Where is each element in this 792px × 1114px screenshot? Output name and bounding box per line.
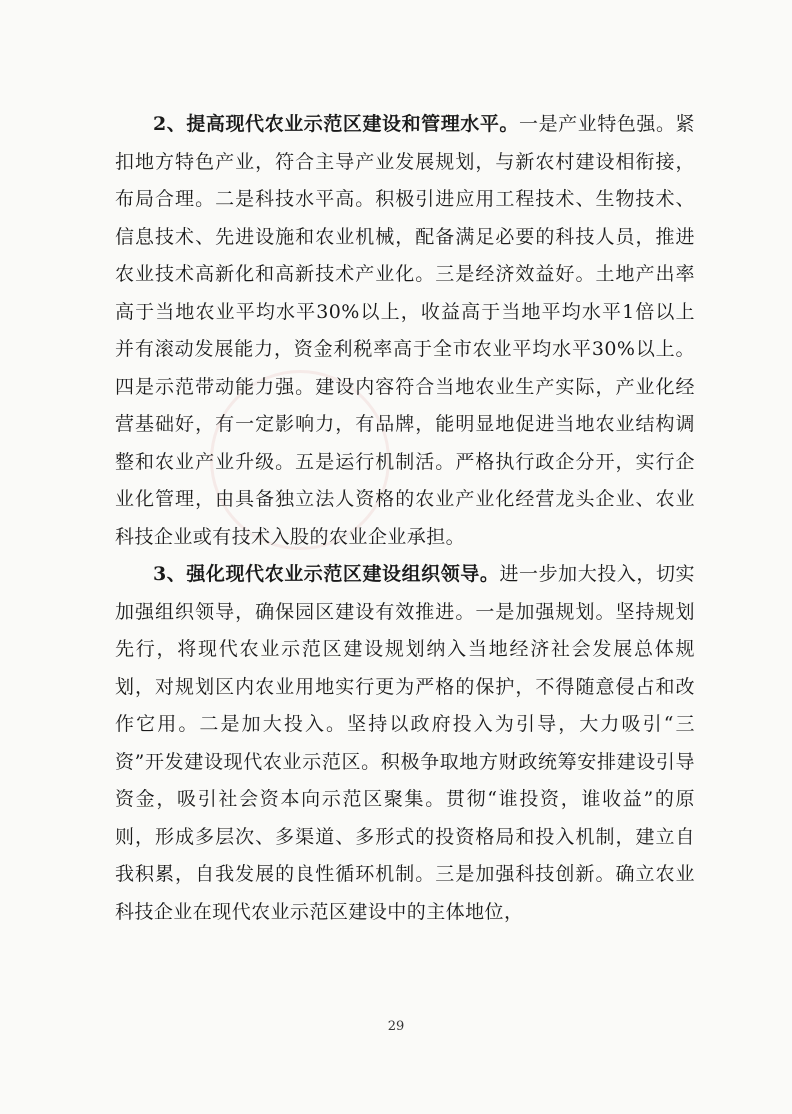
- page-number: 29: [387, 1019, 405, 1034]
- paragraph-3: [115, 556, 695, 931]
- paragraph-2-heading: 2、提高现代农业示范区建设和管理水平。: [153, 113, 519, 135]
- paragraph-3-heading: 3、强化现代农业示范区建设组织领导。: [153, 563, 500, 585]
- paragraph-2-text: 一是产业特色强。紧扣地方特色产业，符合主导产业发展规划，与新农村建设相衔接，布局合理。二是科技水平高。积极引进应用工程技术、生物技术、信息技术、先进设施和农业机械，配备满足必要的科技人员，推进农业技术高新化和高新技术产业化。三是经济效益好。土地产出率高于当地农业平均水平30%以上，收益高于当地平均水平1倍以上并有滚动发展能力，资金利税率高于全市农业平均水平30%以上。四是示范带动能力强。建设内容符合当地农业生产实际，产业化经营基础好，有一定影响力，有品牌，能明显地促进当地农业结构调整和农业产业升级。五是运行机制活。严格执行政企分开，实行企业化管理，由具备独立法人资格的农业产业化经营龙头企业、农业科技企业或有技术入股的农业企业承担。: [115, 113, 695, 548]
- paragraph-2: [115, 106, 695, 556]
- paragraph-3-text: 进一步加大投入，切实加强组织领导，确保园区建设有效推进。一是加强规划。坚持规划先行，将现代农业示范区建设规划纳入当地经济社会发展总体规划，对规划区内农业用地实行更为严格的保护，不得随意侵占和改作它用。二是加大投入。坚持以政府投入为引导，大力吸引“三资”开发建设现代农业示范区。积极争取地方财政统筹安排建设引导资金，吸引社会资本向示范区聚集。贯彻“谁投资，谁收益”的原则，形成多层次、多渠道、多形式的投资格局和投入机制，建立自我积累，自我发展的良性循环机制。三是加强科技创新。确立农业科技企业在现代农业示范区建设中的主体地位，: [115, 563, 695, 923]
- document-body: [115, 106, 695, 931]
